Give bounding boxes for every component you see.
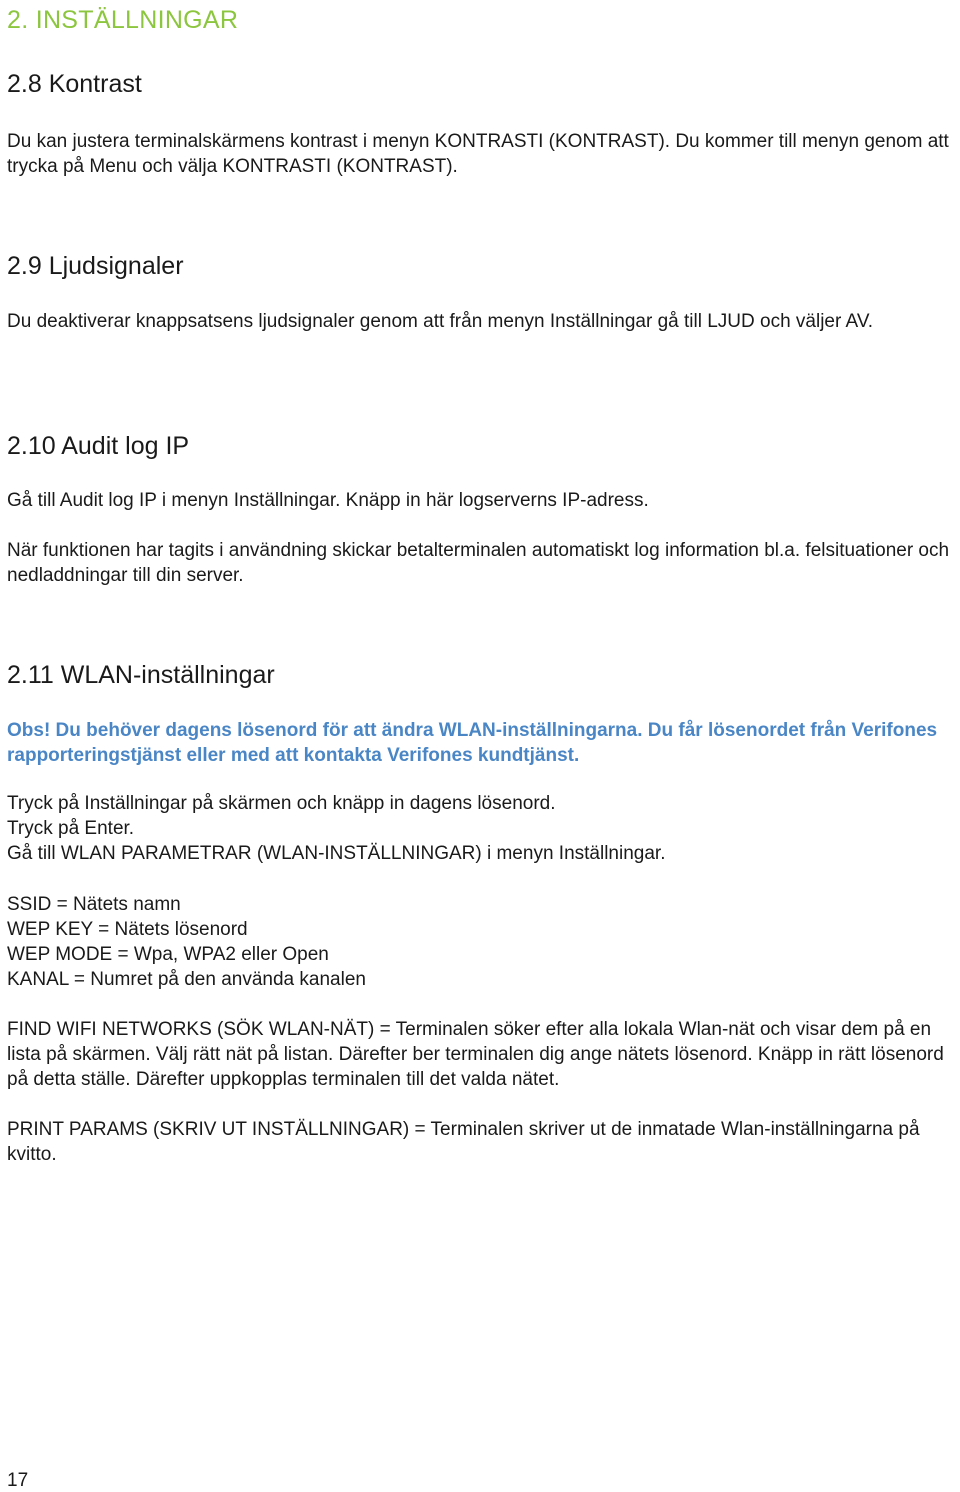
- wlan-password-note: Obs! Du behöver dagens lösenord för att ändra WLAN-inställningarna. Du får lösenordet från Verifones rapporteringstjänst eller med att kontakta Verifones kundtjänst.: [7, 720, 938, 766]
- section-heading-ljudsignaler: 2.9 Ljudsignaler: [7, 252, 184, 280]
- wlan-param: WEP KEY = Nätets lösenord: [7, 919, 248, 940]
- kontrast-paragraph: Du kan justera terminalskärmens kontrast i menyn KONTRASTI (KONTRAST). Du kommer till menyn genom att trycka på Menu och välja KONTRASTI (KONTRAST).: [7, 131, 949, 177]
- wlan-step: Tryck på Inställningar på skärmen och knäpp in dagens lösenord.: [7, 793, 556, 814]
- audit-log-paragraph-1: Gå till Audit log IP i menyn Inställningar. Knäpp in här logserverns IP-adress.: [7, 490, 649, 511]
- find-wifi-paragraph: FIND WIFI NETWORKS (SÖK WLAN-NÄT) = Terminalen söker efter alla lokala Wlan-nät och visar dem på en lista på skärmen. Välj rätt nät på listan. Därefter ber terminalen dig ange nätets lösenord. Knäpp in rätt lösenord på detta ställe. Därefter uppkopplas terminalen till det valda nätet.: [7, 1019, 944, 1090]
- wlan-params-list: [7, 892, 957, 992]
- wlan-step: Gå till WLAN PARAMETRAR (WLAN-INSTÄLLNINGAR) i menyn Inställningar.: [7, 843, 666, 864]
- wlan-param: WEP MODE = Wpa, WPA2 eller Open: [7, 944, 329, 965]
- section-heading-kontrast: 2.8 Kontrast: [7, 70, 142, 98]
- section-heading-audit-log: 2.10 Audit log IP: [7, 432, 190, 460]
- print-params-paragraph: PRINT PARAMS (SKRIV UT INSTÄLLNINGAR) = Terminalen skriver ut de inmatade Wlan-inställningarna på kvitto.: [7, 1119, 920, 1165]
- wlan-param: SSID = Nätets namn: [7, 894, 181, 915]
- section-heading-wlan: 2.11 WLAN-inställningar: [7, 661, 275, 689]
- wlan-step: Tryck på Enter.: [7, 818, 135, 839]
- audit-log-paragraph-2: När funktionen har tagits i användning skickar betalterminalen automatiskt log information bl.a. felsituationer och nedladdningar till din server.: [7, 540, 950, 586]
- wlan-steps-list: [7, 791, 957, 866]
- wlan-param: KANAL = Numret på den använda kanalen: [7, 969, 366, 990]
- ljudsignaler-paragraph: Du deaktiverar knappsatsens ljudsignaler genom att från menyn Inställningar gå till LJUD och väljer AV.: [7, 311, 874, 332]
- chapter-title: 2. INSTÄLLNINGAR: [7, 6, 239, 34]
- page-number: 17: [7, 1470, 29, 1491]
